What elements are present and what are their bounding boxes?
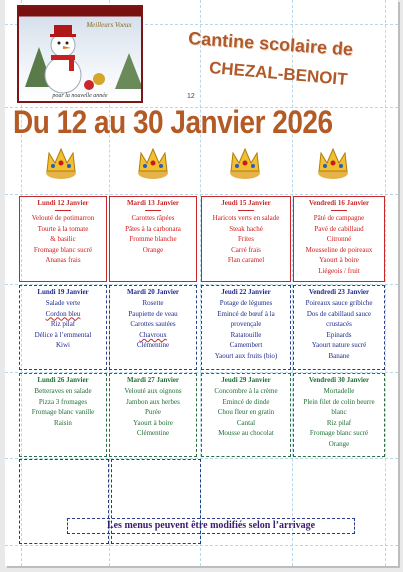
menu-item: Carottes sautées [130, 320, 176, 329]
menu-item: Haricots verts en salade [212, 214, 280, 222]
menu-item: Fromage blanc sucré [309, 429, 369, 438]
crown-icon [43, 143, 79, 181]
menu-item: Cantal [236, 418, 256, 427]
menu-item: Pâtes à la carbonara [125, 224, 181, 233]
logo-greeting: Meilleurs Voeux [86, 21, 132, 29]
menu-item: Plein filet de colin beurre [303, 397, 375, 406]
menu-item: Raisin [54, 418, 72, 427]
menu-day-card [201, 373, 291, 457]
menu-page [5, 0, 398, 566]
menu-item: Yaourt à boire [319, 256, 359, 265]
menu-item: Kiwi [56, 341, 70, 350]
menu-item: Pizza 3 fromages [38, 397, 88, 406]
day-label: Lundi 12 Janvier [37, 199, 89, 207]
menu-item: Concombre à la crème [214, 387, 278, 395]
menu-item: Carré frais [231, 245, 261, 254]
menu-item: Cordon bleu [45, 309, 81, 318]
menu-item: Dos de cabillaud sauce [306, 309, 372, 318]
menu-item: Epinards [326, 330, 352, 339]
crown-icon [315, 143, 351, 181]
menu-item: provençale [230, 320, 262, 329]
menu-item: Mortadelle [323, 387, 355, 395]
menu-item: Rosette [142, 299, 164, 307]
menu-day-card [293, 196, 385, 282]
menu-item: Betteraves en salade [34, 387, 92, 395]
menu-item: Yaourt aux fruits (bio) [214, 351, 278, 360]
crown-icon [227, 143, 263, 181]
menu-item: Potage de légumes [219, 299, 273, 307]
menu-item: Purée [145, 408, 161, 417]
day-label: Lundi 19 Janvier [37, 288, 89, 296]
menu-item: Salade verte [45, 299, 81, 307]
day-label: Mardi 13 Janvier [126, 199, 180, 207]
menu-item: Flan caramel [227, 256, 265, 265]
menu-day-card [19, 196, 107, 282]
menu-item: crustacés [326, 320, 352, 329]
page-title: Cantine scolaire de [187, 28, 354, 60]
logo-caption: pour la nouvelle année [52, 93, 108, 99]
menu-day-card [201, 285, 291, 370]
menu-item: blanc [331, 408, 347, 417]
page-subtitle: CHEZAL-BENOIT [208, 58, 349, 90]
day-label: Jeudi 29 Janvier [221, 376, 271, 384]
menu-item: Frites [238, 235, 254, 244]
menu-item: Clémentine [136, 429, 170, 438]
menu-day-card [109, 285, 197, 370]
day-label: Jeudi 22 Janvier [221, 288, 271, 296]
divider [331, 210, 347, 211]
menu-item: Pavé de cabillaud [314, 224, 364, 233]
menu-day-card [293, 285, 385, 370]
menu-item: Riz pilaf [50, 320, 76, 329]
menu-day-card [293, 373, 385, 457]
page-number: 12 [187, 93, 195, 100]
menu-item: Liégeois / fruit [318, 266, 360, 275]
menu-item: & basilic [50, 235, 76, 244]
menu-item: Mousse au chocolat [218, 429, 274, 438]
menu-item: Banane [328, 351, 350, 360]
layout-guide [5, 545, 398, 546]
menu-item: Pâté de campagne [313, 214, 365, 222]
day-label: Vendredi 16 Janvier [308, 199, 370, 207]
menu-day-card [109, 373, 197, 457]
crown-icon [135, 143, 171, 181]
menu-item: Fromage blanc sucré [33, 245, 93, 254]
menu-item: Camembert [229, 341, 263, 350]
menu-item: Paupiette de veau [128, 309, 178, 318]
menu-item: Orange [142, 245, 164, 254]
day-label: Jeudi 15 Janvier [221, 199, 271, 207]
menu-item: Clémentine [136, 341, 170, 350]
menu-item: Riz pilaf [326, 418, 352, 427]
date-range-heading: Du 12 au 30 Janvier 2026 [13, 104, 333, 140]
menu-item: Jambon aux herbes [126, 397, 180, 406]
menu-item: Emincé de bœuf à la [217, 309, 275, 318]
menu-item: Tourte à la tomate [37, 224, 89, 233]
day-label: Vendredi 23 Janvier [308, 288, 370, 296]
day-label: Lundi 26 Janvier [37, 376, 89, 384]
layout-guide [5, 194, 398, 195]
menu-day-card [19, 285, 107, 370]
menu-item: Steak haché [229, 224, 263, 233]
menu-item: Mousseline de poireaux [305, 245, 373, 254]
menu-item: Carottes râpées [131, 214, 175, 222]
menu-item: Ananas frais [45, 256, 81, 265]
divider [145, 210, 161, 211]
menu-item: Citronné [326, 235, 352, 244]
day-label: Vendredi 30 Janvier [308, 376, 370, 384]
menu-item: Fromage blanc vanille [31, 408, 95, 417]
day-label: Mardi 27 Janvier [126, 376, 180, 384]
menu-item: Chavroux [139, 330, 167, 339]
menu-change-notice: Les menus peuvent être modifiés selon l’arrivage [67, 518, 355, 534]
menu-item: Fromme blanche [129, 235, 177, 244]
layout-guide [385, 0, 386, 566]
divider [238, 210, 254, 211]
divider [55, 210, 71, 211]
menu-item: Velouté de potimarron [31, 214, 95, 222]
menu-day-card [19, 373, 107, 457]
new-year-logo [17, 5, 143, 103]
menu-item: Chou fleur en gratin [217, 408, 275, 417]
menu-day-card [109, 196, 197, 282]
menu-item: Velouté aux oignons [124, 387, 182, 395]
day-label: Mardi 20 Janvier [126, 288, 180, 296]
menu-item: Yaourt nature sucré [311, 341, 367, 350]
menu-item: Emincé de dinde [222, 397, 270, 406]
menu-item: Ratatouille [230, 330, 262, 339]
menu-item: Orange [328, 439, 350, 448]
menu-day-card [201, 196, 291, 282]
menu-item: Yaourt à boire [133, 418, 173, 427]
menu-item: Poireaux sauce gribiche [305, 299, 373, 307]
menu-item: Délice à l’emmental [34, 330, 92, 339]
